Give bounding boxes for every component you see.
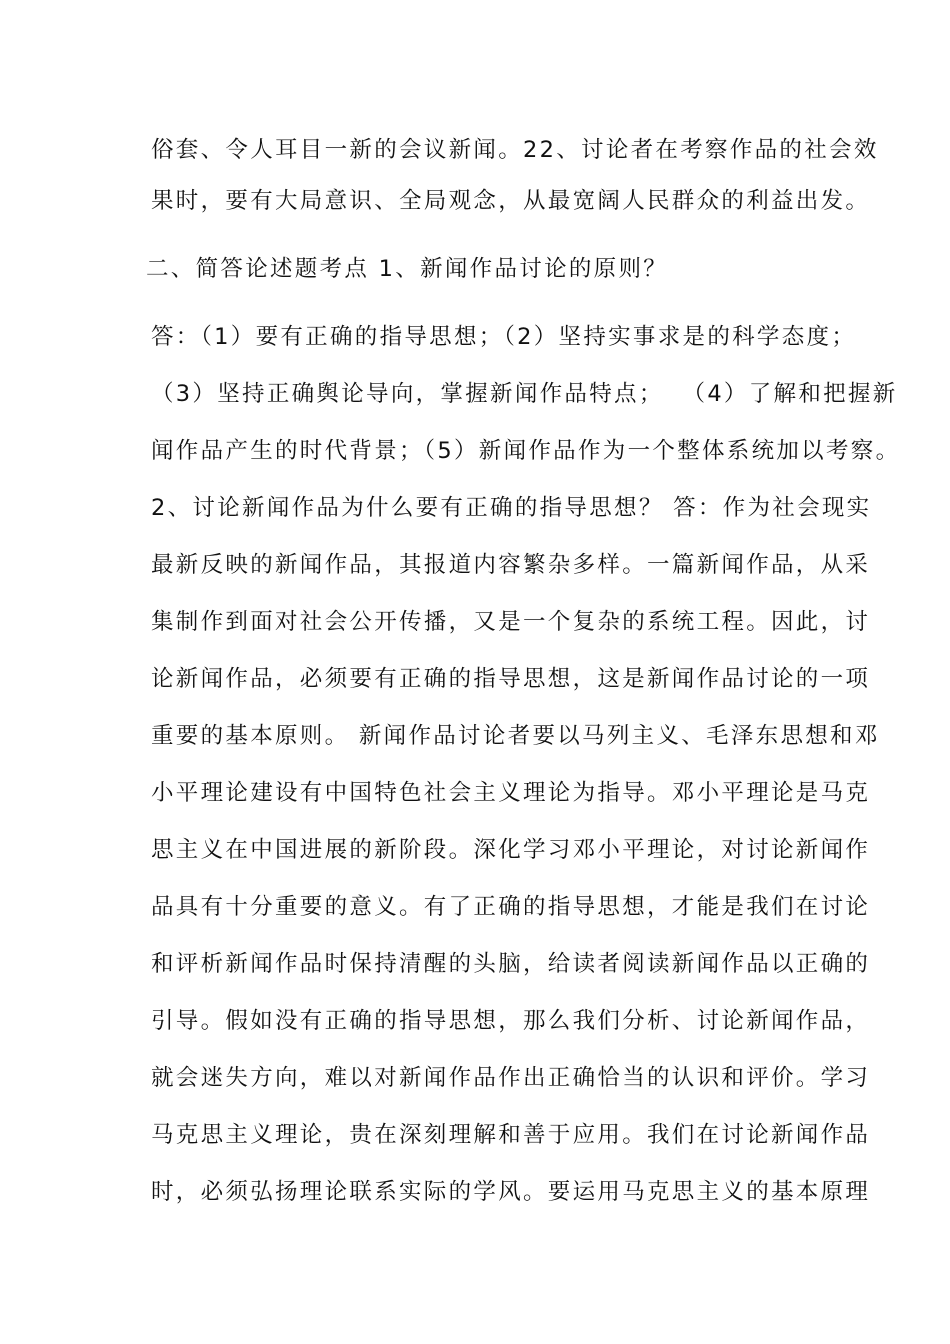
text-line: 就会迷失方向，难以对新闻作品作出正确恰当的认识和评价。学习 xyxy=(151,1065,871,1091)
text-line: 果时，要有大局意识、全局观念，从最宽阔人民群众的利益出发。 xyxy=(151,188,871,214)
text-line: 2、讨论新闻作品为什么要有正确的指导思想？ 答：作为社会现实 xyxy=(151,495,872,521)
text-line: 马克思主义理论，贵在深刻理解和善于应用。我们在讨论新闻作品 xyxy=(151,1122,871,1148)
text-line: 俗套、令人耳目一新的会议新闻。22、讨论者在考察作品的社会效 xyxy=(151,137,879,163)
text-line: 最新反映的新闻作品，其报道内容繁杂多样。一篇新闻作品，从采 xyxy=(151,552,871,578)
text-line: 闻作品产生的时代背景；（5）新闻作品作为一个整体系统加以考察。 xyxy=(151,438,901,464)
text-line: 答：（1）要有正确的指导思想；（2）坚持实事求是的科学态度； xyxy=(151,324,857,350)
text-line: 品具有十分重要的意义。有了正确的指导思想，才能是我们在讨论 xyxy=(151,894,871,920)
text-line: 引导。假如没有正确的指导思想，那么我们分析、讨论新闻作品， xyxy=(151,1008,871,1034)
text-line: 重要的基本原则。 新闻作品讨论者要以马列主义、毛泽东思想和邓 xyxy=(151,723,880,749)
text-line: 论新闻作品，必须要有正确的指导思想，这是新闻作品讨论的一项 xyxy=(151,666,871,692)
text-line: 集制作到面对社会公开传播，又是一个复杂的系统工程。因此，讨 xyxy=(151,609,871,635)
text-line: 和评析新闻作品时保持清醒的头脑，给读者阅读新闻作品以正确的 xyxy=(151,951,871,977)
text-line: （3）坚持正确舆论导向，掌握新闻作品特点； （4）了解和把握新 xyxy=(151,381,898,407)
text-line: 思主义在中国进展的新阶段。深化学习邓小平理论，对讨论新闻作 xyxy=(151,837,871,863)
text-line: 时，必须弘扬理论联系实际的学风。要运用马克思主义的基本原理 xyxy=(151,1179,871,1205)
section-heading: 二、简答论述题考点 1、新闻作品讨论的原则？ xyxy=(146,256,669,282)
text-line: 小平理论建设有中国特色社会主义理论为指导。邓小平理论是马克 xyxy=(151,780,871,806)
